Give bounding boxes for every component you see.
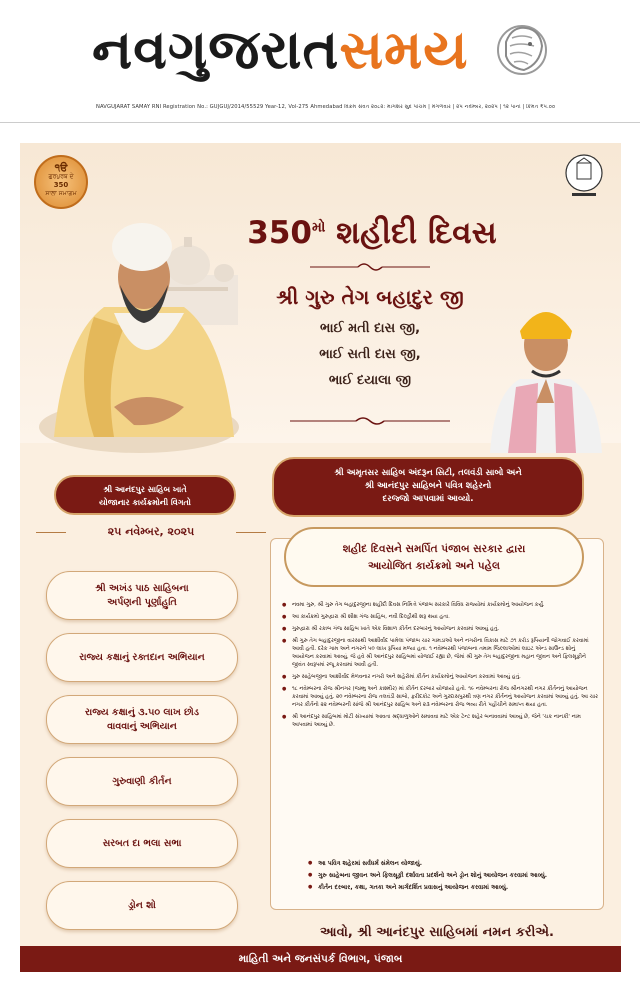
list-item: ● કીર્તન દરબાર, કથા, ગતકા અને માર્ગદર્શિત પ્રવાસનું આયોજન કરવામાં આવ્યું. bbox=[308, 883, 598, 892]
list-item: ● ગુરુ સાહેબના જીવન અને ફિલસૂફી દર્શાવતા પ્રદર્શનો અને ડ્રોન શોનું આયોજન કરવામાં આવ્યું. bbox=[308, 871, 598, 880]
list-item: ● આ પવિત્ર શહેરમાં સર્વધર્મ સંમેલન યોજાયું. bbox=[308, 859, 598, 868]
bhai-line-2: ભાઈ સતી દાસ જી, bbox=[319, 347, 421, 362]
list-item: ● શ્રી ગુરુ તેગ બહાદુરજીના વારસાથી આશીર્વાદ પામેલા પંજાબ ચાર ગામડાઓ અને નગરોના વિકાસ માટે ૭૧ કરોડ રૂપિયાની જોગવાઈ કરવામાં આવી હતી. દરેક ગામ અને નગરને ૫૦ લાખ રૂપિયા મળ્યા હતા. ૧ નવેમ્બરથી પંજાબના તમામ જિલ્લાઓમાં લાઇટ એન્ડ સાઉન્ડ શોનું આયોજન કરવામાં આવ્યું, જે હવે શ્રી આનંદપુર સાહિબમાં યોજાઈ રહ્યા છે, જેમાં શ્રી ગુરુ તેગ બહાદુરજીના મહાન જીવન અને ફિલસૂફીને જીવંત સ્વરૂપમાં રજૂ કરવામાં આવી હતી. bbox=[282, 637, 598, 669]
program-3-line2: વાવવાનું અભિયાન bbox=[107, 720, 177, 732]
ornament-divider bbox=[310, 261, 430, 273]
title-suffix: મો bbox=[311, 219, 326, 236]
guru-name: શ્રી ગુરુ તેગ બહાદુર જી bbox=[276, 285, 464, 309]
details-subbullet-list bbox=[308, 859, 598, 895]
lion-logo-icon bbox=[496, 20, 548, 78]
program-4-line1: ગુરુવાણી કીર્તન bbox=[112, 775, 172, 787]
program-1-line2: અર્પણની પૂર્ણાહુતિ bbox=[107, 596, 177, 608]
program-6-line1: ડ્રોન શો bbox=[128, 899, 156, 911]
masthead-rule bbox=[0, 122, 640, 123]
bhai-line-1: ભાઈ મતી દાસ જી, bbox=[319, 321, 421, 336]
details-heading bbox=[284, 527, 584, 587]
event-date: ૨૫ નવેમ્બર, ૨૦૨૫ bbox=[36, 525, 266, 539]
list-item: ● નવમા ગુરુ, શ્રી ગુરુ તેગ બહાદુરજીના શહીદી દિવસ નિમિત્તે પંજાબ સરકારે વિવિધ રાજ્યોમાં કાર્યક્રમોનું આયોજન કર્યું. bbox=[282, 601, 598, 609]
program-3-line1: રાજ્ય કક્ષાનું ૩.૫૦ લાખ છોડ bbox=[85, 706, 199, 718]
program-1-line1: શ્રી અખંડ પાઠ સાહિબના bbox=[95, 582, 189, 594]
masthead bbox=[0, 0, 640, 110]
list-item: ● ૧૮ નવેમ્બરના રોજ શ્રીનગર (જમ્મુ અને કાશ્મીર) માં કીર્તન દરબાર યોજાયો હતો. ૧૯ નવેમ્બરના રોજ શ્રીનગરથી નગર કીર્તનનું આયોજન કરવામાં આવ્યું હતું. ૨૦ નવેમ્બરના રોજ તલવંડી સાબો, ફરીદકોટ અને ગુરદાસપુરથી ત્રણ નગર કીર્તનનું આયોજન કરવામાં આવ્યું હતું. આ ચાર નગર કીર્તનો ૨૨ નવેમ્બરની સાંજે શ્રી આનંદપુર સાહિબ અને ૨૩ નવેમ્બરના રોજ ભવ્ય રીતે પહોંચીને સમાપ્ત થયા હતા. bbox=[282, 685, 598, 709]
left-pill-line2: યોજાનાર કાર્યક્રમોની વિગતો bbox=[99, 498, 191, 507]
right-info-pill bbox=[272, 457, 584, 517]
program-5-line1: સરબત દા ભલા સભા bbox=[102, 837, 182, 849]
footer-department: માહિતી અને જનસંપર્ક વિભાગ, પંજાબ bbox=[20, 946, 621, 972]
right-pill-line1: શ્રી અમૃતસર સાહિબ અંદરૂન સિટી, તલવંડી સાબો અને bbox=[334, 468, 522, 478]
badge-number: 350 bbox=[53, 181, 69, 189]
badge-ek-onkar: ੧ੳ bbox=[54, 163, 68, 174]
list-item: ● ગુરુ સાહેબજીના આશીર્વાદ મેળવનાર નગરો અને શહેરોમાં કીર્તન કાર્યક્રમોનું આયોજન કરવામાં આવ્યું હતું. bbox=[282, 673, 598, 681]
program-item-2 bbox=[46, 633, 238, 682]
badge-line2: ਸਾਲਾ ਸਮਾਗਮ bbox=[45, 190, 77, 197]
list-item: ● શ્રી આનંદપુર સાહિબમાં મોટી સંખ્યામાં આવતા શ્રદ્ધાળુઓને સમાવવા માટે એક ટેન્ટ શહેર બનાવવામાં આવ્યું છે, જેને 'ચક નાનકી' નામ આપવામાં આવ્યું છે. bbox=[282, 713, 598, 729]
program-item-5 bbox=[46, 819, 238, 868]
title-part1: નવગુજરાત bbox=[92, 18, 340, 81]
emblem-icon bbox=[564, 153, 604, 203]
newspaper-title[interactable] bbox=[92, 18, 468, 82]
ornament-divider-2 bbox=[290, 415, 450, 427]
details-bullet-list bbox=[282, 601, 598, 733]
ad-main-title bbox=[212, 215, 532, 252]
bhai-line-3: ભાઈ દયાલા જી bbox=[328, 373, 412, 388]
program-item-6 bbox=[46, 881, 238, 930]
title-text: શહીદી દિવસ bbox=[336, 215, 497, 251]
program-item-3 bbox=[46, 695, 238, 744]
title-part2: સમય bbox=[339, 18, 469, 81]
masthead-info-line: NAVGUJARAT SAMAY RNI Registration No.: GUJGUJ/2014/55529 Year-12, Vol-275 Ahmedabad વિક્રમ સંવત ૨૦૮૨: માગશર સુદ પાંચમ | મંગળવાર | ૨૫ નવેમ્બર, ૨૦૨૫ | ૧૨ પાનાં | કિંમત ₹૫.૦૦ bbox=[96, 104, 556, 110]
title-number: 350 bbox=[247, 215, 312, 251]
badge-line1: ਗੁਰਪੁਰਬ ਦੇ bbox=[48, 173, 74, 180]
left-info-pill bbox=[54, 475, 236, 515]
slogan: આવો, શ્રી આનંદપુર સાહિબમાં નમન કરીએ. bbox=[320, 925, 554, 940]
list-item: ● આ કાર્યક્રમો ગુરુદ્વારા શ્રી શીશ ગંજ સાહિબ, નવી દિલ્હીથી શરૂ થયા હતા. bbox=[282, 613, 598, 621]
list-item: ● ગુરુદ્વારા શ્રી રકાબ ગંજ સાહિબ ખાતે એક વિશાળ કીર્તન દરબારનું આયોજન કરવામાં આવ્યું હતું. bbox=[282, 625, 598, 633]
program-item-1 bbox=[46, 571, 238, 620]
program-2-line1: રાજ્ય કક્ષાનું રક્તદાન અભિયાન bbox=[79, 651, 205, 663]
right-pill-line2: શ્રી આનંદપુર સાહિબને પવિત્ર શહેરનો bbox=[364, 481, 492, 491]
right-pill-line3: દરજ્જો આપવામાં આવ્યો. bbox=[382, 494, 474, 504]
advertisement-panel bbox=[20, 143, 621, 972]
program-item-4 bbox=[46, 757, 238, 806]
details-head-line1: શહીદ દિવસને સમર્પિત પંજાબ સરકાર દ્વારા bbox=[342, 543, 526, 555]
details-head-line2: આયોજિત કાર્યક્રમો અને પહેલ bbox=[368, 560, 500, 572]
left-pill-line1: શ્રી આનંદપુર સાહિબ ખાતે bbox=[103, 485, 187, 494]
